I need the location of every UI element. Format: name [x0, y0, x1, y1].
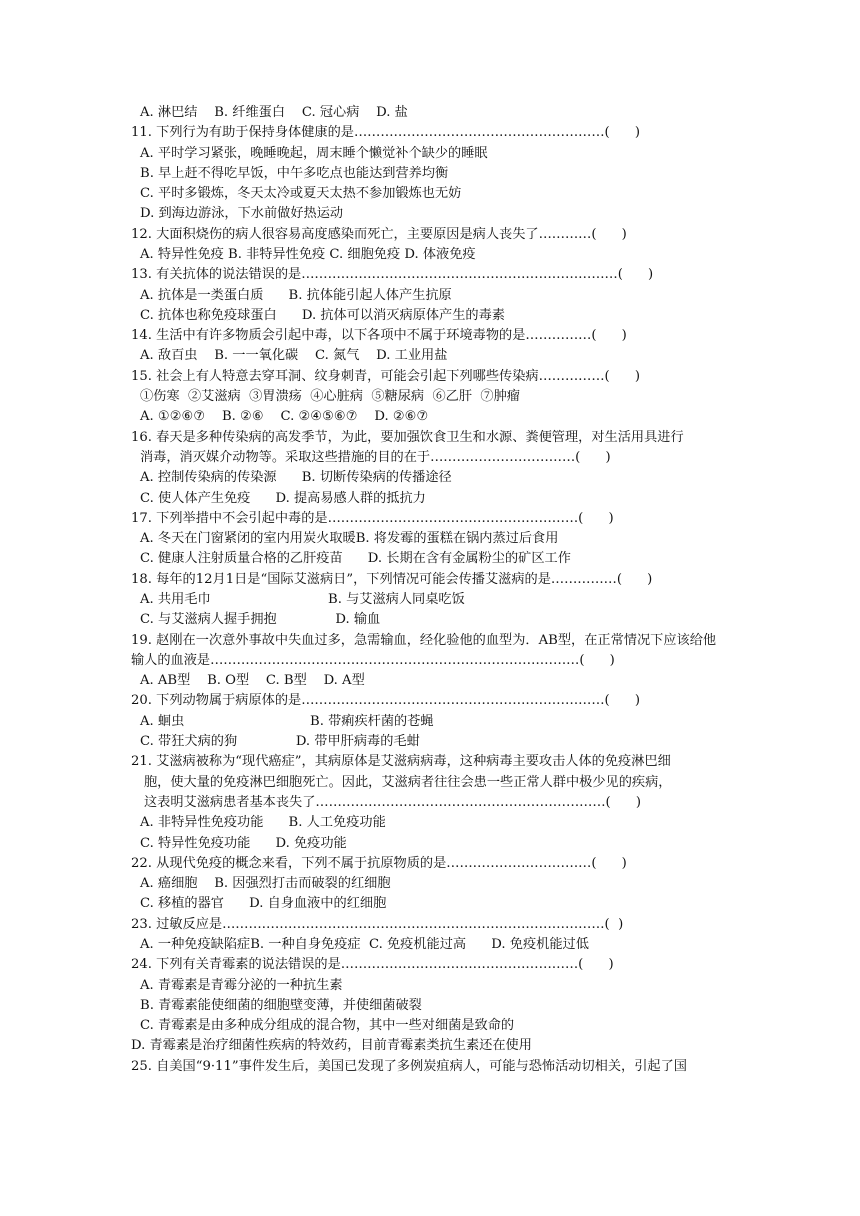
question-21: 21. 艾滋病被称为“现代癌症”，其病原体是艾滋病病毒，这种病毒主要攻击人体的免疫淋巴细	[131, 754, 671, 769]
question-18: 18. 每年的12月1日是“国际艾滋病日”，下列情况可能会传播艾滋病的是……………( )	[131, 572, 653, 587]
question-22: 22. 从现代免疫的概念来看，下列不属于抗原物质的是……………………………( )	[131, 856, 627, 871]
q10-options: A. 淋巴结 B. 纤维蛋白 C. 冠心病 D. 盐	[140, 105, 408, 120]
q11-option-c: C. 平时多锻炼，冬天太冷或夏天太热不参加锻炼也无妨	[140, 186, 462, 201]
q22-options-cd: C. 移植的器官 D. 自身血液中的红细胞	[140, 896, 387, 911]
q13-options-cd: C. 抗体也称免疫球蛋白 D. 抗体可以消灭病原体产生的毒素	[140, 308, 505, 323]
question-16: 16. 春天是多种传染病的高发季节，为此，要加强饮食卫生和水源、粪便管理，对生活用具进行	[131, 430, 684, 445]
question-11: 11. 下列行为有助于保持身体健康的是…………………………………………………( )	[131, 125, 640, 140]
q20-options-ab: A. 蛔虫 B. 带痢疾杆菌的苍蝇	[140, 714, 434, 729]
q11-option-a: A. 平时学习紧张，晚睡晚起，周末睡个懒觉补个缺少的睡眠	[140, 146, 488, 161]
q12-options: A. 特异性免疫 B. 非特异性免疫 C. 细胞免疫 D. 体液免疫	[140, 247, 476, 262]
question-19: 19. 赵刚在一次意外事故中失血过多，急需输血，经化验他的血型为．AB型，在正常情况下应该给他	[131, 633, 717, 648]
question-21-cont-1: 胞，使大量的免疫淋巴细胞死亡。因此，艾滋病者往往会患一些正常人群中极少见的疾病，	[144, 775, 672, 790]
q24-option-d: D. 青霉素是治疗细菌性疾病的特效药，目前青霉素类抗生素还在使用	[131, 1038, 532, 1053]
q21-options-cd: C. 特异性免疫功能 D. 免疫功能	[140, 836, 347, 851]
q21-options-ab: A. 非特异性免疫功能 B. 人工免疫功能	[140, 815, 386, 830]
q17-options-ab: A. 冬天在门窗紧闭的室内用炭火取暖B. 将发霉的蛋糕在锅内蒸过后食用	[140, 531, 559, 546]
q18-options-cd: C. 与艾滋病人握手拥抱 D. 输血	[140, 612, 381, 627]
q18-options-ab: A. 共用毛巾 B. 与艾滋病人同桌吃饭	[140, 592, 465, 607]
question-15: 15. 社会上有人特意去穿耳洞、纹身刺青，可能会引起下列哪些传染病……………( )	[131, 369, 640, 384]
q19-options: A. AB型 B. O型 C. B型 D. A型	[140, 673, 365, 688]
q14-options: A. 敌百虫 B. 一一氧化碳 C. 氮气 D. 工业用盐	[140, 348, 448, 363]
q16-options-ab: A. 控制传染病的传染源 B. 切断传染病的传播途径	[140, 470, 452, 485]
q11-option-d: D. 到海边游泳，下水前做好热运动	[140, 206, 344, 221]
q22-options-ab: A. 癌细胞 B. 因强烈打击而破裂的红细胞	[140, 876, 391, 891]
question-20: 20. 下列动物属于病原体的是……………………………………………………………( )	[131, 693, 640, 708]
question-25: 25. 自美国“9·11”事件发生后，美国已发现了多例炭疽病人，可能与恐怖活动切相关，引起了国	[131, 1059, 687, 1074]
q17-options-cd: C. 健康人注射质量合格的乙肝疫苗 D. 长期在含有金属粉尘的矿区工作	[140, 551, 571, 566]
question-17: 17. 下列举措中不会引起中毒的是…………………………………………………( )	[131, 511, 614, 526]
q23-options: A. 一种免疫缺陷症B. 一种自身免疫症 C. 免疫机能过高 D. 免疫机能过低	[140, 937, 589, 952]
q20-options-cd: C. 带狂犬病的狗 D. 带甲肝病毒的毛蚶	[140, 734, 420, 749]
q24-option-a: A. 青霉素是青霉分泌的一种抗生素	[140, 978, 343, 993]
question-23: 23. 过敏反应是……………………………………………………………………………( )	[131, 917, 624, 932]
q15-options: A. ①②⑥⑦ B. ②⑥ C. ②④⑤⑥⑦ D. ②⑥⑦	[140, 409, 429, 424]
q24-option-c: C. 青霉素是由多种成分组成的混合物，其中一些对细菌是致命的	[140, 1018, 515, 1033]
question-13: 13. 有关抗体的说法错误的是………………………………………………………………( )	[131, 267, 654, 282]
question-14: 14. 生活中有许多物质会引起中毒，以下各项中不属于环境毒物的是……………( )	[131, 328, 627, 343]
q11-option-b: B. 早上赶不得吃早饭，中午多吃点也能达到营养均衡	[140, 166, 449, 181]
question-19-cont: 输人的血液是…………………………………………………………………………( )	[131, 653, 615, 668]
q24-option-b: B. 青霉素能使细菌的细胞壁变薄，并使细菌破裂	[140, 998, 422, 1013]
question-12: 12. 大面积烧伤的病人很容易高度感染而死亡，主要原因是病人丧失了…………( )	[131, 227, 627, 242]
q15-items: ①伤寒 ②艾滋病 ③胃溃疡 ④心脏病 ⑤糖尿病 ⑥乙肝 ⑦肿瘤	[140, 389, 520, 404]
question-16-cont: 消毒，消灭媒介动物等。采取这些措施的目的在于……………………………( )	[140, 450, 611, 465]
q13-options-ab: A. 抗体是一类蛋白质 B. 抗体能引起人体产生抗原	[140, 288, 452, 303]
question-21-cont-2: 这表明艾滋病患者基本丧失了…………………………………………………………( )	[144, 795, 642, 810]
q16-options-cd: C. 使人体产生免疫 D. 提高易感人群的抵抗力	[140, 491, 426, 506]
question-24: 24. 下列有关青霉素的说法错误的是………………………………………………( )	[131, 957, 614, 972]
